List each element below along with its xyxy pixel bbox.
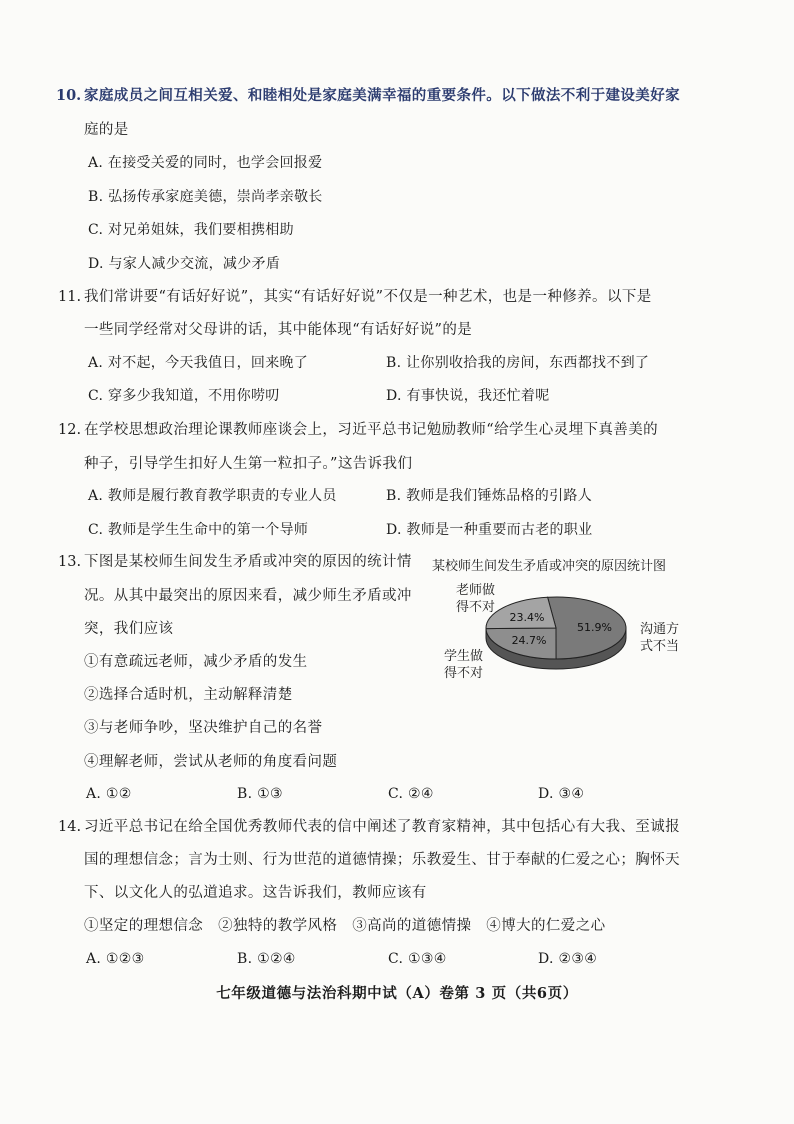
pie-chart [480, 590, 640, 690]
option-c: C. 穿多少我知道，不用你唠叨 [88, 388, 280, 404]
legend-label-communication [640, 621, 679, 655]
option-a: A. 在接受关爱的同时，也学会回报爱 [88, 155, 323, 171]
question-stem-line: 家庭成员之间互相关爱、和睦相处是家庭美满幸福的重要条件。以下做法不利于建设美好家 [84, 87, 680, 104]
question-number: 12. [58, 422, 82, 438]
slice-value-label: 24.7% [511, 634, 547, 648]
question-number: 10. [56, 87, 82, 104]
question-stem-line: 庭的是 [84, 122, 129, 138]
label-line: 得不对 [456, 600, 496, 615]
statement-2: ②选择合适时机，主动解释清楚 [84, 687, 293, 703]
option-d: D. 有事快说，我还忙着呢 [386, 388, 550, 404]
option-a: A. ①②③ [86, 951, 145, 967]
statement-4: ④理解老师，尝试从老师的角度看问题 [84, 754, 338, 770]
option-b: B. ①②④ [237, 951, 296, 967]
label-line: 老师做 [456, 583, 496, 598]
question-stem-line: 突，我们应该 [84, 621, 174, 637]
option-d: D. 与家人减少交流，减少矛盾 [88, 256, 281, 272]
legend-label-student [444, 648, 483, 682]
option-a: A. ①② [86, 786, 132, 802]
label-line: 沟通方 [640, 622, 680, 637]
question-stem-line: 在学校思想政治理论课教师座谈会上，习近平总书记勉励教师“给学生心灵埋下真善美的 [84, 422, 659, 438]
option-c: C. 对兄弟姐妹，我们要相携相助 [88, 222, 294, 238]
option-b: B. 弘扬传承家庭美德，崇尚孝亲敬长 [88, 189, 323, 205]
option-a: A. 教师是履行教育教学职责的专业人员 [88, 488, 337, 504]
option-d: D. 教师是一种重要而古老的职业 [386, 522, 593, 538]
option-d: D. ③④ [538, 786, 585, 802]
option-b: B. 教师是我们锤炼品格的引路人 [386, 488, 592, 504]
label-line: 学生做 [444, 649, 484, 664]
question-stem-line: 种子，引导学生扣好人生第一粒扣子。”这告诉我们 [84, 456, 413, 472]
label-line: 得不对 [444, 666, 484, 681]
label-line: 式不当 [640, 639, 680, 654]
option-b: B. 让你别收拾我的房间，东西都找不到了 [386, 355, 650, 371]
option-c: C. 教师是学生生命中的第一个导师 [88, 522, 309, 538]
statement-1: ①有意疏远老师，减少矛盾的发生 [84, 654, 308, 670]
question-stem-line: 习近平总书记在给全国优秀教师代表的信中阐述了教育家精神，其中包括心有大我、至诚报 [84, 819, 680, 835]
question-stem-line: 一些同学经常对父母讲的话，其中能体现“有话好好说”的是 [84, 322, 473, 338]
question-stem-line: 国的理想信念；言为士则、行为世范的道德情操；乐教爱生、甘于奉献的仁爱之心；胸怀天 [84, 852, 680, 868]
option-c: C. ②④ [388, 786, 434, 802]
option-a: A. 对不起，今天我值日，回来晚了 [88, 355, 309, 371]
question-stem-line: 下、以文化人的弘道追求。这告诉我们，教师应该有 [84, 885, 427, 901]
slice-value-label: 51.9% [576, 620, 612, 634]
question-stem-line: 我们常讲要“有话好好说”，其实“有话好好说”不仅是一种艺术，也是一种修养。以下是 [84, 289, 652, 305]
option-d: D. ②③④ [538, 951, 598, 967]
option-b: B. ①③ [237, 786, 283, 802]
statements: ①坚定的理想信念 ②独特的教学风格 ③高尚的道德情操 ④博大的仁爱之心 [84, 918, 606, 934]
question-number: 11. [58, 289, 82, 305]
question-number: 13. [58, 554, 82, 570]
chart-title: 某校师生间发生矛盾或冲突的原因统计图 [432, 559, 667, 574]
question-number: 14. [58, 819, 82, 835]
slice-value-label: 23.4% [509, 610, 545, 624]
option-c: C. ①③④ [388, 951, 447, 967]
statement-3: ③与老师争吵，坚决维护自己的名誉 [84, 720, 323, 736]
question-stem-line: 下图是某校师生间发生矛盾或冲突的原因的统计情 [84, 554, 412, 570]
question-stem-line: 况。从其中最突出的原因来看，减少师生矛盾或冲 [84, 588, 412, 604]
page-footer: 七年级道德与法治科期中试（A）卷第 3 页（共6页） [216, 985, 578, 1002]
